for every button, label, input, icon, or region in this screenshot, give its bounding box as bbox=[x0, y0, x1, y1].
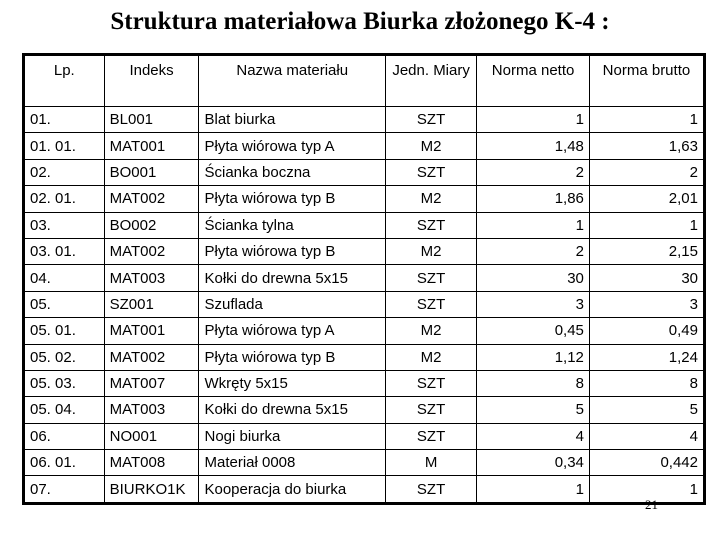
header-row bbox=[24, 55, 705, 107]
cell-nazwa: Materiał 0008 bbox=[199, 450, 385, 476]
cell-norma-brutto: 2,15 bbox=[589, 238, 704, 264]
cell-norma-brutto: 3 bbox=[589, 291, 704, 317]
page-title: Struktura materiałowa Biurka złożonego K-4 : bbox=[110, 8, 610, 35]
cell-indeks: MAT001 bbox=[104, 133, 199, 159]
table-row bbox=[24, 186, 705, 212]
cell-norma-netto: 2 bbox=[477, 238, 590, 264]
cell-norma-brutto: 1 bbox=[589, 107, 704, 133]
cell-nazwa: Kołki do drewna 5x15 bbox=[199, 397, 385, 423]
header-jednostka: Jedn. Miary bbox=[385, 55, 476, 107]
cell-lp: 03. bbox=[24, 212, 105, 238]
cell-indeks: MAT003 bbox=[104, 397, 199, 423]
materials-table bbox=[22, 53, 706, 505]
table-row bbox=[24, 397, 705, 423]
cell-indeks: MAT008 bbox=[104, 450, 199, 476]
cell-lp: 06. bbox=[24, 423, 105, 449]
cell-norma-netto: 1,86 bbox=[477, 186, 590, 212]
cell-norma-brutto: 0,49 bbox=[589, 318, 704, 344]
table-row bbox=[24, 450, 705, 476]
cell-nazwa: Szuflada bbox=[199, 291, 385, 317]
cell-indeks: MAT007 bbox=[104, 370, 199, 396]
cell-lp: 03. 01. bbox=[24, 238, 105, 264]
cell-jednostka: SZT bbox=[385, 476, 476, 503]
cell-norma-netto: 1 bbox=[477, 212, 590, 238]
cell-indeks: MAT002 bbox=[104, 238, 199, 264]
header-norma-netto: Norma netto bbox=[477, 55, 590, 107]
cell-nazwa: Kooperacja do biurka bbox=[199, 476, 385, 503]
header-lp: Lp. bbox=[24, 55, 105, 107]
cell-lp: 04. bbox=[24, 265, 105, 291]
cell-norma-brutto: 2,01 bbox=[589, 186, 704, 212]
cell-jednostka: SZT bbox=[385, 423, 476, 449]
cell-norma-netto: 1,12 bbox=[477, 344, 590, 370]
cell-nazwa: Płyta wiórowa typ B bbox=[199, 344, 385, 370]
cell-nazwa: Ścianka tylna bbox=[199, 212, 385, 238]
cell-lp: 05. 02. bbox=[24, 344, 105, 370]
cell-lp: 07. bbox=[24, 476, 105, 503]
cell-lp: 02. bbox=[24, 159, 105, 185]
cell-lp: 06. 01. bbox=[24, 450, 105, 476]
cell-indeks: MAT002 bbox=[104, 186, 199, 212]
cell-lp: 05. bbox=[24, 291, 105, 317]
table-row bbox=[24, 238, 705, 264]
cell-nazwa: Nogi biurka bbox=[199, 423, 385, 449]
header-indeks: Indeks bbox=[104, 55, 199, 107]
cell-indeks: BO002 bbox=[104, 212, 199, 238]
cell-lp: 01. bbox=[24, 107, 105, 133]
cell-norma-netto: 2 bbox=[477, 159, 590, 185]
cell-nazwa: Płyta wiórowa typ B bbox=[199, 238, 385, 264]
cell-lp: 05. 03. bbox=[24, 370, 105, 396]
cell-jednostka: M2 bbox=[385, 238, 476, 264]
table-row bbox=[24, 476, 705, 503]
table-row bbox=[24, 212, 705, 238]
table-row bbox=[24, 423, 705, 449]
cell-jednostka: SZT bbox=[385, 291, 476, 317]
cell-nazwa: Płyta wiórowa typ B bbox=[199, 186, 385, 212]
cell-nazwa: Ścianka boczna bbox=[199, 159, 385, 185]
cell-jednostka: SZT bbox=[385, 212, 476, 238]
cell-norma-brutto: 2 bbox=[589, 159, 704, 185]
cell-indeks: MAT002 bbox=[104, 344, 199, 370]
cell-indeks: MAT001 bbox=[104, 318, 199, 344]
cell-norma-brutto: 5 bbox=[589, 397, 704, 423]
cell-jednostka: SZT bbox=[385, 397, 476, 423]
cell-lp: 05. 04. bbox=[24, 397, 105, 423]
table-row bbox=[24, 133, 705, 159]
cell-norma-brutto: 1,24 bbox=[589, 344, 704, 370]
cell-norma-netto: 0,45 bbox=[477, 318, 590, 344]
table-row bbox=[24, 344, 705, 370]
cell-norma-netto: 8 bbox=[477, 370, 590, 396]
cell-nazwa: Kołki do drewna 5x15 bbox=[199, 265, 385, 291]
cell-jednostka: M2 bbox=[385, 133, 476, 159]
cell-jednostka: M2 bbox=[385, 318, 476, 344]
cell-jednostka: M2 bbox=[385, 344, 476, 370]
cell-indeks: BO001 bbox=[104, 159, 199, 185]
cell-jednostka: SZT bbox=[385, 265, 476, 291]
cell-jednostka: SZT bbox=[385, 107, 476, 133]
cell-nazwa: Płyta wiórowa typ A bbox=[199, 133, 385, 159]
cell-norma-brutto: 1 bbox=[589, 212, 704, 238]
cell-norma-brutto: 8 bbox=[589, 370, 704, 396]
cell-lp: 02. 01. bbox=[24, 186, 105, 212]
cell-norma-netto: 0,34 bbox=[477, 450, 590, 476]
cell-indeks: NO001 bbox=[104, 423, 199, 449]
cell-jednostka: M bbox=[385, 450, 476, 476]
cell-indeks: SZ001 bbox=[104, 291, 199, 317]
cell-norma-brutto: 0,442 bbox=[589, 450, 704, 476]
cell-indeks: BIURKO1K bbox=[104, 476, 199, 503]
table-row bbox=[24, 159, 705, 185]
cell-norma-netto: 1 bbox=[477, 107, 590, 133]
cell-jednostka: SZT bbox=[385, 159, 476, 185]
header-nazwa: Nazwa materiału bbox=[199, 55, 385, 107]
cell-indeks: MAT003 bbox=[104, 265, 199, 291]
page-number: 21 bbox=[645, 497, 658, 512]
cell-lp: 01. 01. bbox=[24, 133, 105, 159]
cell-jednostka: M2 bbox=[385, 186, 476, 212]
table-row bbox=[24, 291, 705, 317]
cell-norma-netto: 30 bbox=[477, 265, 590, 291]
cell-jednostka: SZT bbox=[385, 370, 476, 396]
table-row bbox=[24, 318, 705, 344]
cell-norma-netto: 1 bbox=[477, 476, 590, 503]
cell-norma-brutto: 1 bbox=[589, 476, 704, 503]
cell-norma-brutto: 1,63 bbox=[589, 133, 704, 159]
cell-norma-netto: 5 bbox=[477, 397, 590, 423]
cell-norma-netto: 3 bbox=[477, 291, 590, 317]
cell-nazwa: Wkręty 5x15 bbox=[199, 370, 385, 396]
cell-norma-brutto: 4 bbox=[589, 423, 704, 449]
table-row bbox=[24, 265, 705, 291]
table-row bbox=[24, 107, 705, 133]
cell-nazwa: Blat biurka bbox=[199, 107, 385, 133]
header-norma-brutto: Norma brutto bbox=[589, 55, 704, 107]
cell-indeks: BL001 bbox=[104, 107, 199, 133]
cell-lp: 05. 01. bbox=[24, 318, 105, 344]
cell-nazwa: Płyta wiórowa typ A bbox=[199, 318, 385, 344]
cell-norma-netto: 4 bbox=[477, 423, 590, 449]
table-row bbox=[24, 370, 705, 396]
cell-norma-brutto: 30 bbox=[589, 265, 704, 291]
cell-norma-netto: 1,48 bbox=[477, 133, 590, 159]
